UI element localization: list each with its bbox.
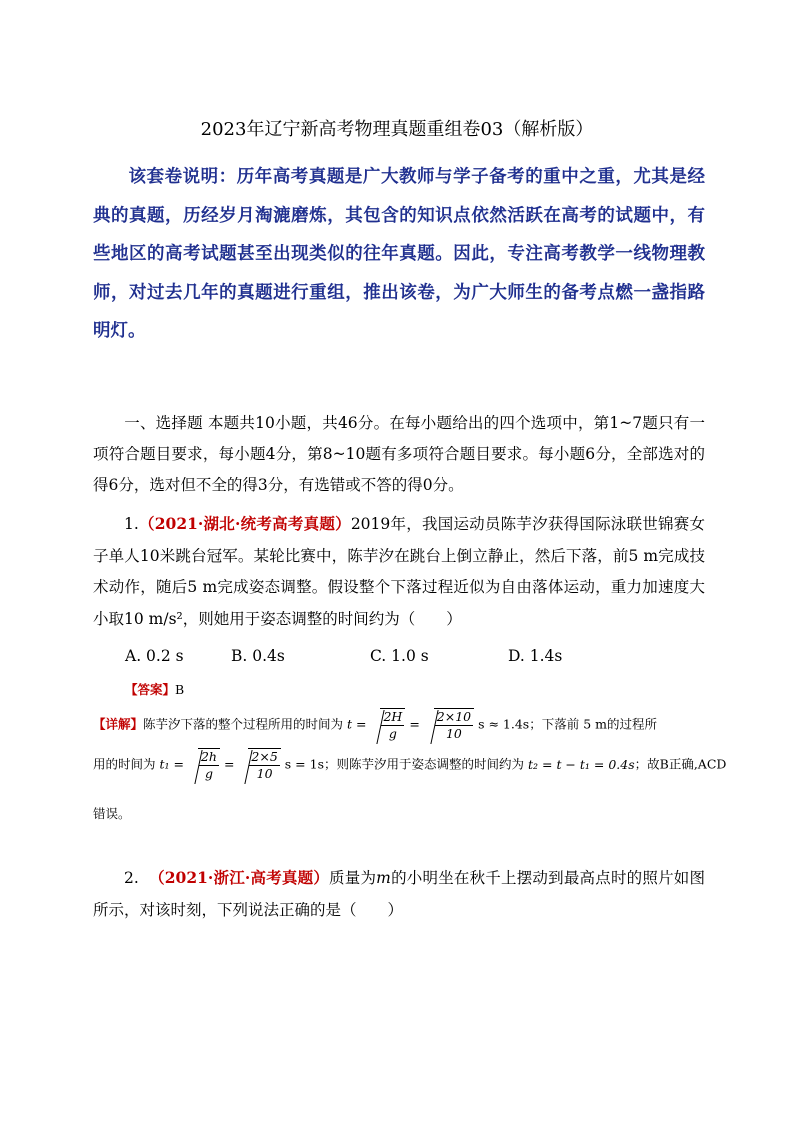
formula-adjust-time: t₂ = t − t₁ = 0.4s [527, 757, 635, 772]
detail-text: ；下落前 5 m的过程所 [529, 716, 657, 732]
answer-line [125, 680, 184, 700]
frac-num: 2H [383, 709, 403, 724]
formula-first-time: t₁ = $\frac{2h}{g}$ = $\frac{2\times 5}{10}$ s = 1s [159, 749, 324, 781]
question-text: 2019年，我国运动员陈芋汐获得国际泳联世锦赛女子单人10米跳台冠军。某轮比赛中，陈芋汐在跳台上倒立静止，然后下落，前5 m完成技术动作，随后5 m完成姿态调整。假设整个下落过程近似为自由落体运动，重力加速度大小取10 m/s²，则她用于姿态调整的时间约为（ ） [93, 515, 705, 628]
page-title: 2023年辽宁新高考物理真题重组卷03（解析版） [200, 119, 594, 140]
question-2 [93, 862, 705, 926]
question-text: 质量为 [329, 869, 377, 887]
formula-result: s ≈ 1.4s [478, 716, 530, 732]
question-source: （2021·湖北·统考高考真题） [138, 514, 351, 533]
question-1 [93, 508, 705, 635]
detail-text: ；则陈芋汐用于姿态调整的时间约为 [323, 756, 524, 772]
intro-paragraph [93, 158, 705, 351]
frac-num: 2×5 [251, 749, 278, 764]
detail-text: 用的时间为 [93, 756, 156, 772]
detail-text: ；故B正确,ACD [634, 756, 727, 772]
detail-line-2 [93, 748, 726, 782]
option-d: D. 1.4s [508, 647, 563, 665]
mass-symbol: m [376, 869, 391, 887]
answer-label: 【答案】 [125, 682, 176, 697]
question-number: 1. [124, 515, 139, 533]
frac-num: 2h [200, 749, 217, 764]
formula-result: s = 1s [284, 756, 324, 772]
option-a: A. 0.2 s [125, 647, 184, 665]
question-number: 2. [124, 869, 139, 887]
question-source: （2021·浙江·高考真题） [149, 868, 330, 887]
frac-den: g [388, 726, 397, 741]
frac-den: 10 [256, 766, 273, 781]
section-text: 一、选择题 本题共10小题，共46分。在每小题给出的四个选项中，第1~7题只有一项符合题目要求，每小题4分，第8~10题有多项符合题目要求。每小题6分，全部选对的得6分，选对但不全的得3分，有选错或不答的得0分。 [93, 414, 705, 494]
option-c: C. 1.0 s [370, 647, 429, 665]
answer-value: B [175, 682, 185, 697]
detail-text: 陈芋汐下落的整个过程所用的时间为 [143, 716, 344, 732]
detail-line-1 [93, 708, 657, 742]
detail-line-3: 错误。 [93, 806, 131, 821]
question-text: 的小明坐在秋千上摆动到最高点时的照片如图所示，对该时刻，下列说法正确的是（ ） [93, 869, 705, 919]
formula-total-time: t = $\frac{2H}{g}$ = $\frac{2\times 10}{10}$ s ≈ 1.4s [347, 709, 530, 741]
option-b: B. 0.4s [231, 647, 285, 665]
frac-den: 10 [445, 726, 462, 741]
frac-den: g [204, 766, 213, 781]
intro-text: 该套卷说明：历年高考真题是广大教师与学子备考的重中之重，尤其是经典的真题，历经岁月淘漉磨炼，其包含的知识点依然活跃在高考的试题中，有些地区的高考试题甚至出现类似的往年真题。因此，专注高考教学一线物理教师，对过去几年的真题进行重组，推出该卷，为广大师生的备考点燃一盏指路明灯。 [93, 167, 705, 341]
formula-var: t = [347, 716, 367, 732]
detail-label: 【详解】 [93, 716, 144, 732]
frac-num: 2×10 [436, 709, 472, 724]
section-instructions [93, 408, 705, 501]
formula-var: t₁ = [159, 756, 184, 772]
